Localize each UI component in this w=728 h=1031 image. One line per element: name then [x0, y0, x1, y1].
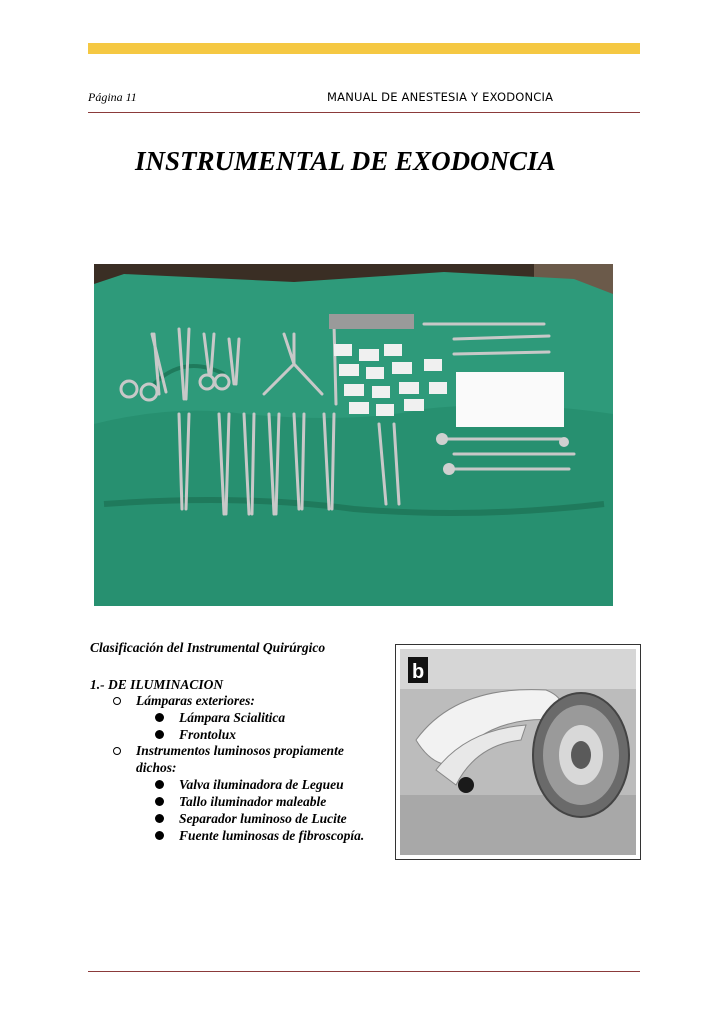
headlamp-illustration — [396, 645, 640, 859]
list-item: Separador luminoso de Lucite — [179, 811, 347, 828]
footer-divider — [88, 971, 640, 972]
list-item: Fuente luminosas de fibroscopía. — [179, 828, 364, 845]
circle-bullet-icon — [113, 747, 121, 755]
surgical-instruments-photo — [94, 264, 613, 606]
classification-label: Clasificación del Instrumental Quirúrgico — [90, 640, 326, 655]
circle-bullet-icon — [113, 697, 121, 705]
list-item: Instrumentos luminosos propiamente — [136, 743, 344, 760]
bullet-icon — [155, 780, 164, 789]
list-item: Tallo iluminador maleable — [179, 794, 326, 811]
page-number: Página 11 — [88, 90, 137, 104]
header-title: MANUAL DE ANESTESIA Y EXODONCIA — [327, 90, 554, 104]
bullet-icon — [155, 713, 164, 722]
bullet-icon — [155, 797, 164, 806]
list-item: Lámpara Scialitica — [179, 710, 285, 727]
list-item: Lámparas exteriores: — [136, 693, 255, 710]
header-accent-bar — [88, 43, 640, 54]
header-divider — [88, 112, 640, 113]
list-item: Frontolux — [179, 727, 236, 744]
figure-b-label: b — [412, 661, 425, 683]
headlamp-photo — [395, 644, 641, 860]
bullet-icon — [155, 831, 164, 840]
page-title: INSTRUMENTAL DE EXODONCIA — [135, 146, 556, 176]
section-heading: 1.- DE ILUMINACION — [90, 677, 224, 692]
list-item-continuation: dichos: — [136, 760, 177, 775]
list-item: Valva iluminadora de Legueu — [179, 777, 344, 794]
bullet-icon — [155, 730, 164, 739]
bullet-icon — [155, 814, 164, 823]
